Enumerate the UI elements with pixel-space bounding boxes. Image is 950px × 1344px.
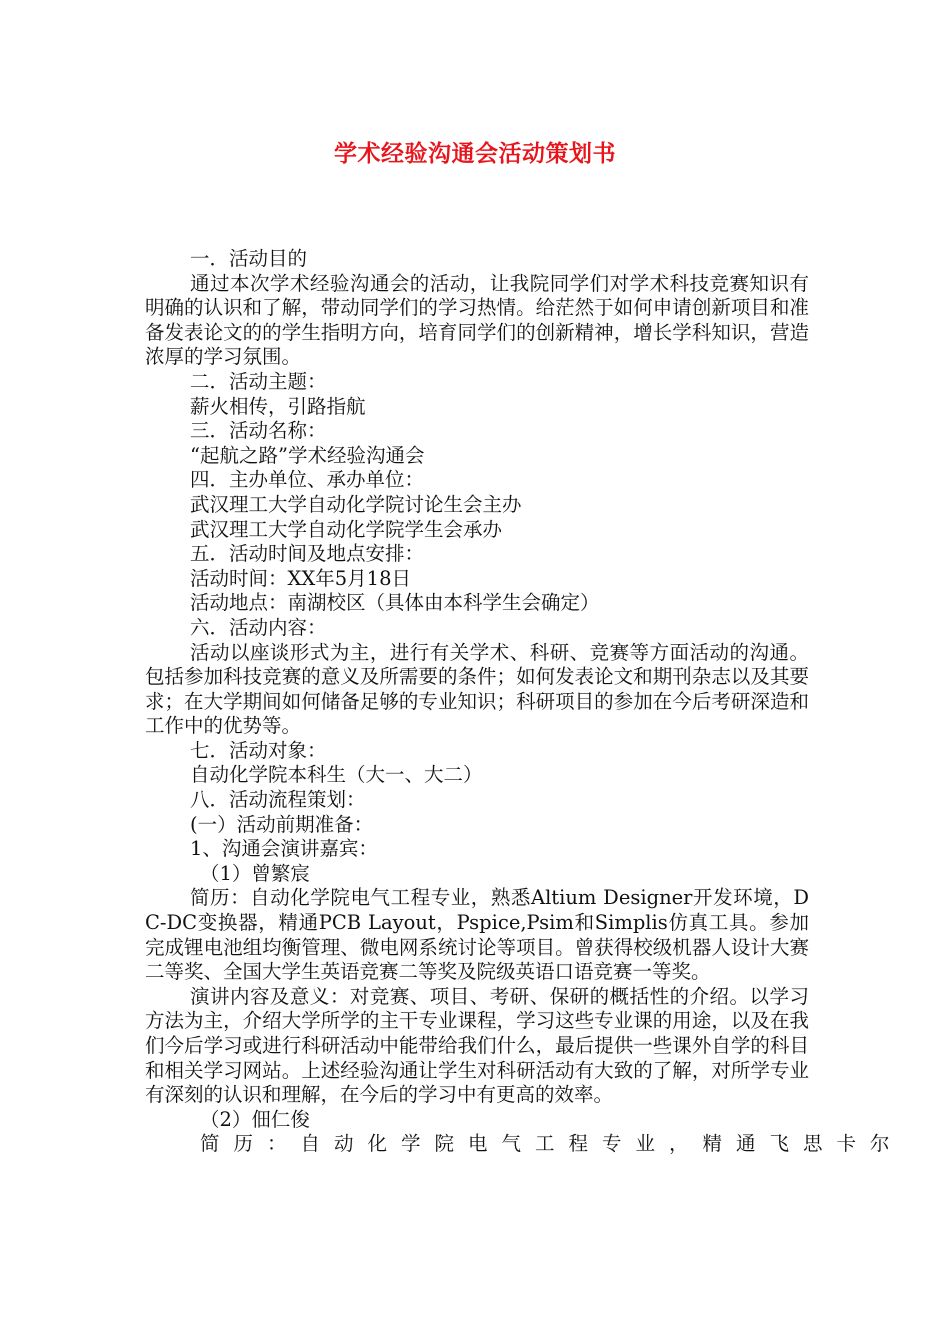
paragraph-organizer: 武汉理工大学自动化学院讨论生会主办 [190,492,522,516]
speaker-1-name: （1）曾繁宸 [200,861,310,885]
paragraph-audience: 自动化学院本科生（大一、大二） [190,763,483,787]
section-heading-time-place: 五．活动时间及地点安排： [190,542,425,566]
subheading-speakers: 1、沟通会演讲嘉宾： [190,837,378,861]
section-heading-purpose: 一．活动目的 [190,247,308,270]
paragraph-time: 活动时间：XX年5月18日 [190,566,411,590]
section-heading-organizers: 四．主办单位、承办单位： [190,468,425,492]
paragraph-purpose: 通过本次学术经验沟通会的活动，让我院同学们对学术科技竞赛知识有明确的认识和了解，带动同学们的学习热情。给茫然于如何申请创新项目和准备发表论文的的学生指明方向，培育同学们的创新精神，增长学科知识，营造浓厚的学习氛围。 [145,271,809,369]
paragraph-name: “起航之路”学术经验沟通会 [190,443,425,467]
paragraph-co-organizer: 武汉理工大学自动化学院学生会承办 [190,517,503,541]
section-heading-audience: 七．活动对象： [190,738,327,762]
document-title: 学术经验沟通会活动策划书 [334,141,616,167]
speaker-1-talk: 演讲内容及意义：对竞赛、项目、考研、保研的概括性的介绍。以学习方法为主，介绍大学所学的主干专业课程，学习这些专业课的用途，以及在我们今后学习或进行科研活动中能带给我们什么，最后提供一些课外自学的科目和相关学习网站。上述经验沟通让学生对科研活动有大致的了解，对所学专业有深刻的认识和理解，在今后的学习中有更高的效率。 [145,984,809,1107]
paragraph-theme: 薪火相传，引路指航 [190,394,366,418]
speaker-2-name: （2）佃仁俊 [200,1107,310,1131]
paragraph-place: 活动地点：南湖校区（具体由本科学生会确定） [190,591,600,615]
paragraph-content: 活动以座谈形式为主，进行有关学术、科研、竞赛等方面活动的沟通。包括参加科技竞赛的意义及所需要的条件；如何发表论文和期刊杂志以及其要求；在大学期间如何储备足够的专业知识；科研项目的参加在今后考研深造和工作中的优势等。 [145,640,809,738]
section-heading-content: 六．活动内容： [190,615,327,639]
speaker-1-bio: 简历：自动化学院电气工程专业，熟悉Altium Designer开发环境，DC-DC变换器，精通PCB Layout，Pspice,Psim和Simplis仿真工具。参加完成锂电池组均衡管理、微电网系统讨论等项目。曾获得校级机器人设计大赛二等奖、全国大学生英语竞赛二等奖及院级英语口语竞赛一等奖。 [145,886,809,984]
section-heading-process: 八．活动流程策划： [190,788,366,812]
section-heading-theme: 二．活动主题： [190,369,327,393]
subheading-preparation: (一）活动前期准备： [190,812,374,836]
speaker-2-bio: 简历：自动化学院电气工程专业，精通飞思卡尔 [200,1132,904,1156]
document-body [145,247,904,1157]
section-heading-name: 三．活动名称： [190,419,327,443]
